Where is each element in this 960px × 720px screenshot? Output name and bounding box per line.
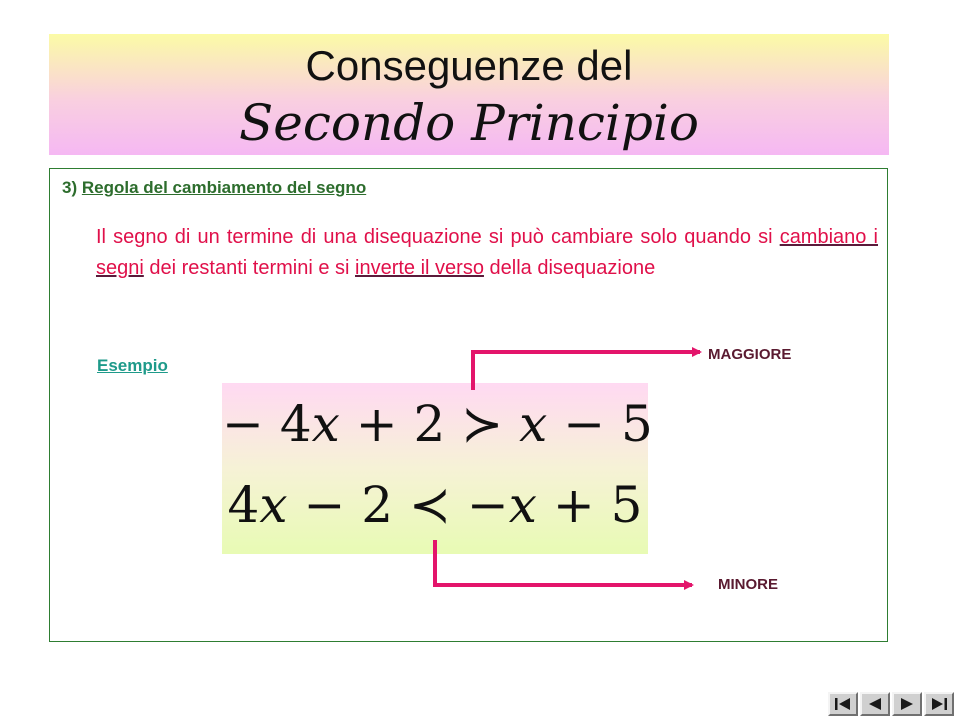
inequality-transformed xyxy=(222,476,648,534)
eq2-minus2: − xyxy=(466,476,509,534)
rule-text-part1: Il segno di un termine di una disequazione si può cambiare solo quando si xyxy=(96,226,780,248)
title-line1: Conseguenze del xyxy=(305,42,633,89)
eq2-var2: x xyxy=(508,476,537,534)
eq2-const1: 2 xyxy=(361,476,394,534)
example-link[interactable]: Esempio xyxy=(97,356,168,375)
eq1-greater-sign: ≻ xyxy=(461,395,504,453)
formula-box xyxy=(222,383,653,554)
eq2-const2: 5 xyxy=(610,476,643,534)
previous-icon xyxy=(865,696,885,712)
title-banner xyxy=(49,34,889,155)
eq1-plus: + xyxy=(355,395,398,453)
eq1-minus2: − xyxy=(563,395,606,453)
last-icon xyxy=(929,696,949,712)
previous-slide-button[interactable] xyxy=(860,692,890,716)
title-line2: Secondo Principio xyxy=(239,94,699,152)
first-slide-button[interactable] xyxy=(828,692,858,716)
eq1-var2: x xyxy=(519,395,548,453)
rule-text-underline2: inverte il verso xyxy=(355,257,484,279)
slide-navigation xyxy=(828,692,954,716)
rule-description xyxy=(96,222,878,284)
eq1-const2: 5 xyxy=(621,395,653,453)
first-icon xyxy=(833,696,853,712)
rule-text-part2: dei restanti termini e si xyxy=(143,257,356,279)
eq2-coef: 4 xyxy=(227,476,260,534)
inequality-original xyxy=(222,395,653,453)
rule-heading xyxy=(62,178,366,198)
next-icon xyxy=(897,696,917,712)
next-slide-button[interactable] xyxy=(892,692,922,716)
rule-text-underline1: cambiano i segni xyxy=(96,226,878,279)
eq1-coef: 4 xyxy=(279,395,312,453)
last-slide-button[interactable] xyxy=(924,692,954,716)
eq2-var1: x xyxy=(259,476,288,534)
eq2-less-sign: ≺ xyxy=(409,476,451,534)
rule-text-part3: della disequazione xyxy=(483,257,656,279)
eq1-var1: x xyxy=(311,395,340,453)
rule-title-link[interactable]: Regola del cambiamento del segno xyxy=(81,178,367,197)
label-minore: MINORE xyxy=(718,576,778,593)
eq1-const1: 2 xyxy=(413,395,446,453)
label-maggiore: MAGGIORE xyxy=(708,346,792,363)
eq2-plus: + xyxy=(552,476,595,534)
eq1-minus: − xyxy=(222,395,264,453)
rule-number: 3) xyxy=(62,178,78,197)
eq2-minus: − xyxy=(303,476,346,534)
